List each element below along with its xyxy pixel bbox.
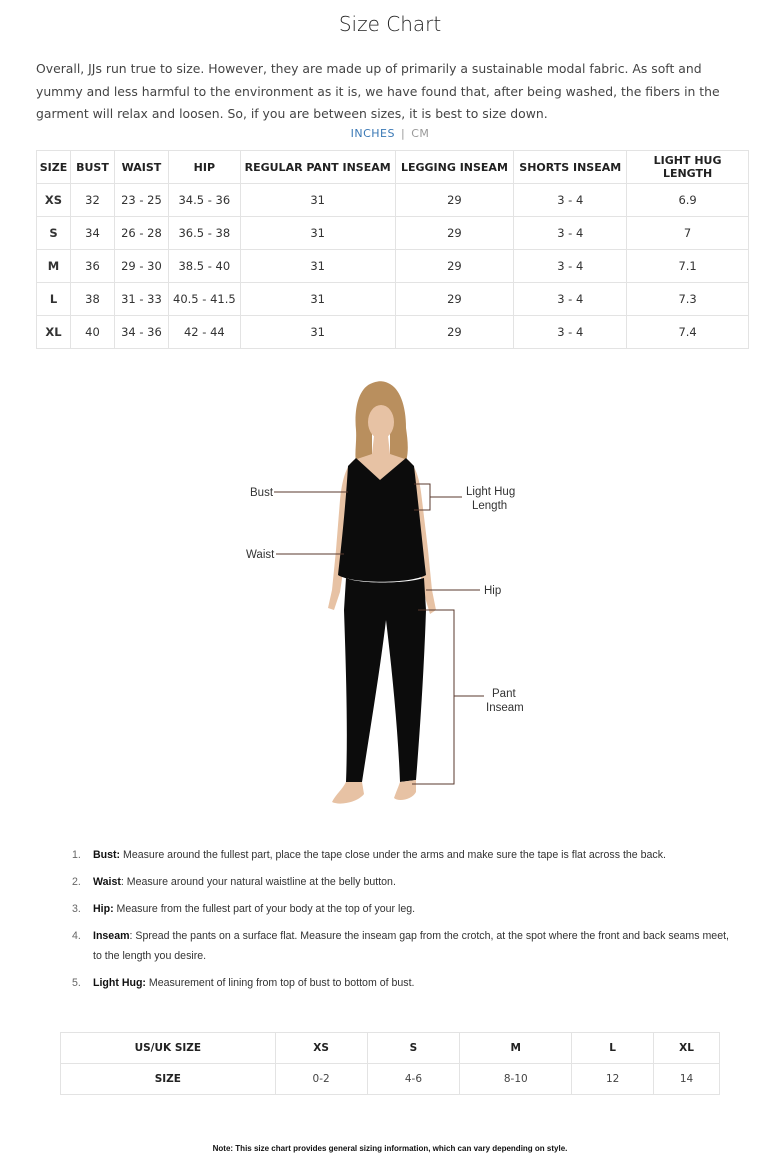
measurement-figure <box>240 370 540 820</box>
table-cell: 4-6 <box>367 1064 460 1095</box>
us-table-header: M <box>460 1033 572 1064</box>
unit-cm-link[interactable]: CM <box>411 127 430 140</box>
table-row <box>37 217 749 250</box>
us-table-header: L <box>572 1033 654 1064</box>
table-cell: 31 - 33 <box>114 283 168 316</box>
table-cell: 3 - 4 <box>514 184 627 217</box>
pant-inseam-label: Pant <box>492 688 516 700</box>
list-item <box>72 899 732 919</box>
size-table-header: REGULAR PANT INSEAM <box>240 151 395 184</box>
list-item <box>72 845 732 865</box>
table-cell: 3 - 4 <box>514 316 627 349</box>
table-cell: SIZE <box>61 1064 276 1095</box>
size-table <box>36 150 749 349</box>
table-cell: 12 <box>572 1064 654 1095</box>
list-number: 3. <box>72 903 81 915</box>
table-row <box>37 316 749 349</box>
us-table-header: US/UK SIZE <box>61 1033 276 1064</box>
table-cell: 3 - 4 <box>514 250 627 283</box>
model-illustration <box>240 370 540 820</box>
list-item <box>72 973 732 993</box>
table-cell: XL <box>37 316 71 349</box>
unit-toggle <box>0 127 780 140</box>
table-row <box>37 250 749 283</box>
intro-paragraph: Overall, JJs run true to size. However, they are made up of primarily a sustainable modal fabric. As soft and yummy and less harmful to the environment as it is, we have found that, after being washed, the fibers in the garment will relax and loosen. So, if you are between sizes, it is best to size down. <box>36 61 720 121</box>
sizing-note: Note: This size chart provides general sizing information, which can vary depending on style. <box>212 1144 568 1153</box>
waist-label: Waist <box>246 549 275 561</box>
table-cell: 31 <box>240 283 395 316</box>
table-cell: 31 <box>240 184 395 217</box>
table-cell: 34.5 - 36 <box>168 184 240 217</box>
us-table-header: XS <box>275 1033 367 1064</box>
unit-separator: | <box>400 127 406 140</box>
guide-term: Waist <box>93 876 121 888</box>
size-table-header: LIGHT HUG LENGTH <box>627 151 749 184</box>
table-cell: 29 <box>395 250 514 283</box>
model-foot-left <box>332 782 364 804</box>
table-cell: 40.5 - 41.5 <box>168 283 240 316</box>
table-cell: 29 <box>395 217 514 250</box>
hip-label: Hip <box>484 585 502 597</box>
table-cell: 34 <box>70 217 114 250</box>
us-uk-size-table <box>60 1032 720 1095</box>
table-cell: 31 <box>240 316 395 349</box>
table-cell: 31 <box>240 250 395 283</box>
table-cell: S <box>37 217 71 250</box>
table-cell: 31 <box>240 217 395 250</box>
table-row <box>61 1064 720 1095</box>
size-table-header-row <box>37 151 749 184</box>
table-cell: 29 - 30 <box>114 250 168 283</box>
table-cell: 26 - 28 <box>114 217 168 250</box>
guide-term: Hip: <box>93 903 114 915</box>
table-cell: 29 <box>395 316 514 349</box>
table-cell: 32 <box>70 184 114 217</box>
list-number: 4. <box>72 930 81 942</box>
size-table-header: BUST <box>70 151 114 184</box>
guide-term: Inseam <box>93 930 130 942</box>
table-cell: 29 <box>395 184 514 217</box>
table-cell: 23 - 25 <box>114 184 168 217</box>
unit-inches-link[interactable]: INCHES <box>350 127 395 140</box>
list-number: 2. <box>72 876 81 888</box>
table-cell: 34 - 36 <box>114 316 168 349</box>
table-cell: 7 <box>627 217 749 250</box>
us-table-header: XL <box>654 1033 720 1064</box>
guide-text: Measure from the fullest part of your body at the top of your leg. <box>113 903 416 915</box>
table-cell: 6.9 <box>627 184 749 217</box>
size-table-header: LEGGING INSEAM <box>395 151 514 184</box>
table-cell: L <box>37 283 71 316</box>
model-face <box>368 405 394 439</box>
table-row <box>37 283 749 316</box>
guide-text: Measure around the fullest part, place the tape close under the arms and make sure the tape is flat across the back. <box>120 849 666 861</box>
table-cell: 36 <box>70 250 114 283</box>
table-cell: 36.5 - 38 <box>168 217 240 250</box>
table-cell: 3 - 4 <box>514 283 627 316</box>
guide-text: Measurement of lining from top of bust to bottom of bust. <box>145 977 415 989</box>
list-item <box>72 926 732 966</box>
table-cell: 42 - 44 <box>168 316 240 349</box>
light-hug-label-2: Length <box>472 500 508 512</box>
table-cell: 0-2 <box>275 1064 367 1095</box>
table-row <box>37 184 749 217</box>
table-cell: 7.4 <box>627 316 749 349</box>
pant-inseam-label-2: Inseam <box>486 702 524 714</box>
light-hug-label: Light Hug <box>466 486 516 498</box>
us-table-header: S <box>367 1033 460 1064</box>
guide-text: : Spread the pants on a surface flat. Measure the inseam gap from the crotch, at the spot where the front and back seams meet, to the length you desire. <box>93 930 729 962</box>
list-number: 1. <box>72 849 81 861</box>
bust-label: Bust <box>250 487 274 499</box>
guide-term: Bust: <box>93 849 121 861</box>
table-cell: 7.1 <box>627 250 749 283</box>
table-cell: M <box>37 250 71 283</box>
table-cell: 38 <box>70 283 114 316</box>
table-cell: 38.5 - 40 <box>168 250 240 283</box>
table-cell: 14 <box>654 1064 720 1095</box>
size-table-header: SIZE <box>37 151 71 184</box>
guide-text: : Measure around your natural waistline at the belly button. <box>120 876 396 888</box>
table-cell: 40 <box>70 316 114 349</box>
measuring-guide-list <box>72 845 732 1000</box>
list-item <box>72 872 732 892</box>
guide-term: Light Hug: <box>93 977 146 989</box>
table-cell: 7.3 <box>627 283 749 316</box>
model-pants <box>344 578 426 782</box>
size-table-header: SHORTS INSEAM <box>514 151 627 184</box>
list-number: 5. <box>72 977 81 989</box>
table-cell: 29 <box>395 283 514 316</box>
model-foot-right <box>394 780 416 800</box>
table-cell: XS <box>37 184 71 217</box>
size-table-header: HIP <box>168 151 240 184</box>
table-cell: 3 - 4 <box>514 217 627 250</box>
table-cell: 8-10 <box>460 1064 572 1095</box>
size-table-header: WAIST <box>114 151 168 184</box>
us-table-header-row <box>61 1033 720 1064</box>
page-title: Size Chart <box>338 12 442 36</box>
